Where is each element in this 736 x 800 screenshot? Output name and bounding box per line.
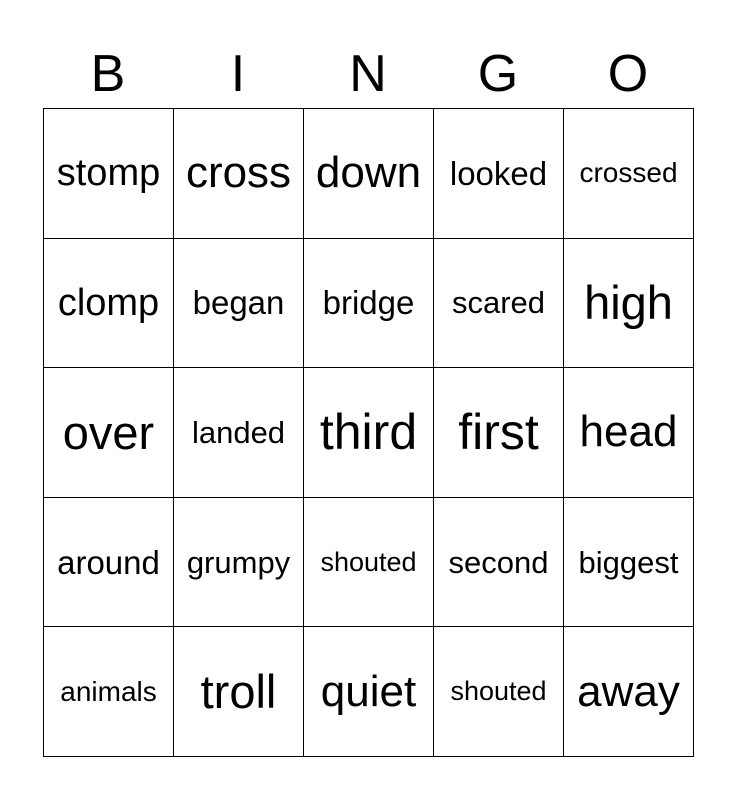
bingo-cell[interactable]: troll <box>174 627 304 757</box>
bingo-cell[interactable]: clomp <box>44 239 174 369</box>
bingo-cell[interactable]: over <box>44 368 174 498</box>
bingo-cell[interactable]: second <box>434 498 564 628</box>
header-letter-n: N <box>349 45 387 103</box>
bingo-cell[interactable]: cross <box>174 109 304 239</box>
bingo-cell[interactable]: around <box>44 498 174 628</box>
bingo-cell[interactable]: stomp <box>44 109 174 239</box>
bingo-cell[interactable]: quiet <box>304 627 434 757</box>
bingo-cell[interactable]: animals <box>44 627 174 757</box>
bingo-cell[interactable]: landed <box>174 368 304 498</box>
bingo-header <box>43 40 693 108</box>
bingo-cell[interactable]: high <box>564 239 694 369</box>
header-letter-i: I <box>230 45 246 103</box>
bingo-cell[interactable]: head <box>564 368 694 498</box>
bingo-cell[interactable]: looked <box>434 109 564 239</box>
bingo-cell[interactable]: grumpy <box>174 498 304 628</box>
bingo-cell[interactable]: began <box>174 239 304 369</box>
header-letter-g: G <box>477 45 519 103</box>
bingo-cell[interactable]: first <box>434 368 564 498</box>
bingo-cell[interactable]: away <box>564 627 694 757</box>
bingo-cell[interactable]: bridge <box>304 239 434 369</box>
bingo-cell[interactable]: biggest <box>564 498 694 628</box>
bingo-cell[interactable]: scared <box>434 239 564 369</box>
header-letter-o: O <box>607 45 649 103</box>
bingo-cell[interactable]: shouted <box>304 498 434 628</box>
bingo-cell[interactable]: shouted <box>434 627 564 757</box>
bingo-cell[interactable]: down <box>304 109 434 239</box>
bingo-cell[interactable]: crossed <box>564 109 694 239</box>
bingo-board <box>43 108 694 757</box>
header-letter-b: B <box>90 45 126 103</box>
bingo-cell[interactable]: third <box>304 368 434 498</box>
